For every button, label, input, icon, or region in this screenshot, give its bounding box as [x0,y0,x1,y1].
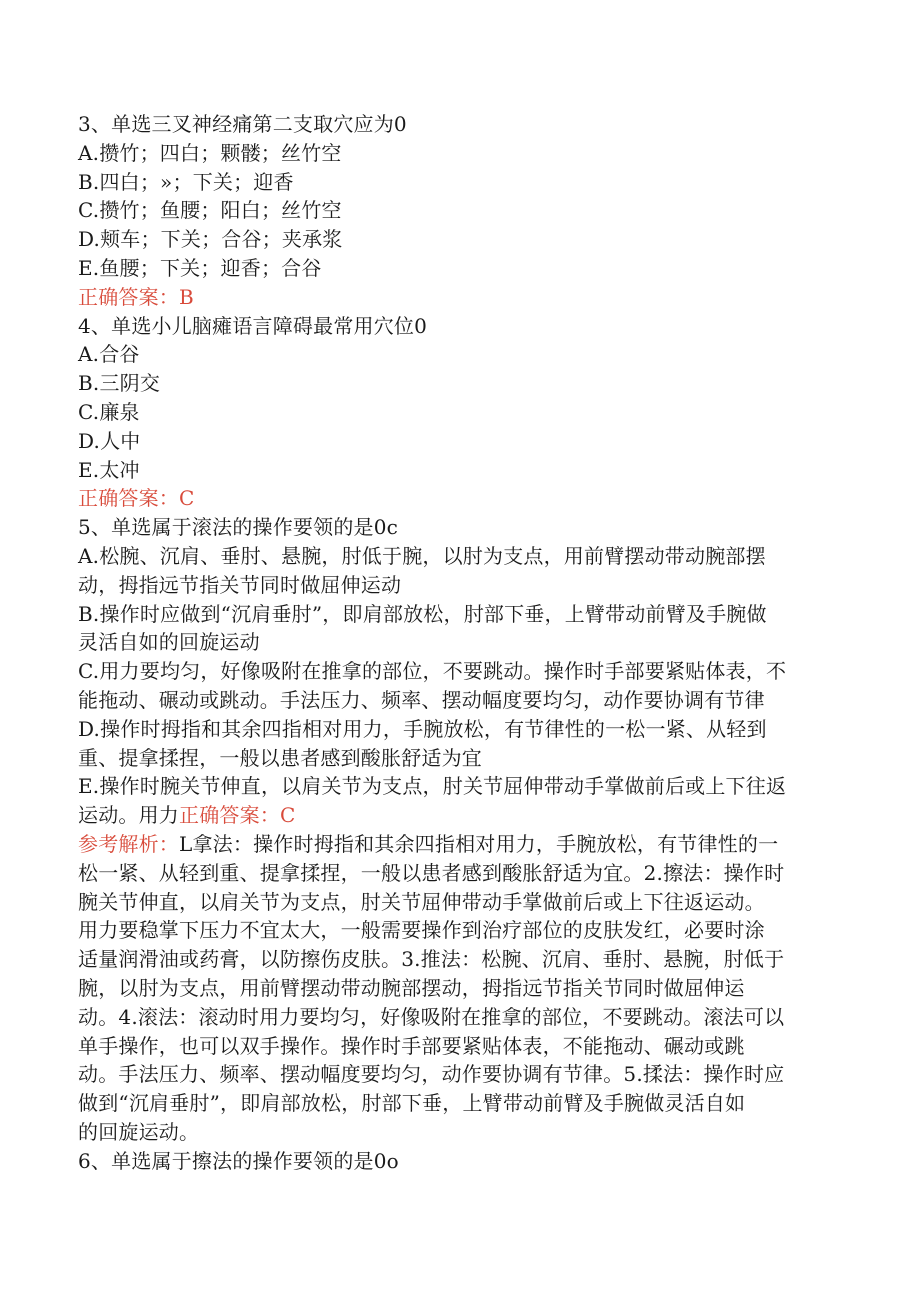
q5-analysis-first: L拿法：操作时拇指和其余四指相对用力，手腕放松，有节律性的一 [179,831,779,856]
q5-last-prefix: 运动。用力 [78,803,179,828]
q5-line-3: B.操作时应做到“沉肩垂肘”，即肩部放松，肘部下垂，上臂带动前臂及手腕做 [78,601,767,626]
q5-analysis-label: 参考解析： [78,831,179,856]
q5-analysis-line: 腕关节伸直，以肩关节为支点，肘关节屈伸带动手掌做前后或上下往返运动。 [78,889,765,914]
q4-option-b: B.三阴交 [78,371,161,396]
q4-option-c: C.廉泉 [78,399,140,424]
q3-option-d: D.颊车；下关；合谷；夹承浆 [78,227,343,252]
question-5-stem: 5、单选属于滚法的操作要领的是0c [78,515,399,540]
q5-analysis-line: 单手操作，也可以双手操作。操作时手部要紧贴体表，不能拖动、碾动或跳 [78,1033,745,1058]
q5-line-8: 重、提拿揉捏，一般以患者感到酸胀舒适为宜 [78,745,482,770]
q5-analysis-first-line [78,830,838,859]
q5-last-line [78,801,838,830]
q4-option-e: E.太冲 [78,457,140,482]
q5-analysis-line: 的回旋运动。 [78,1119,200,1144]
q5-analysis-line: 适量润滑油或药膏，以防擦伤皮肤。3.推法：松腕、沉肩、垂肘、悬腕，肘低于 [78,947,785,972]
q4-option-a: A.合谷 [78,342,140,367]
q3-option-e: E.鱼腰；下关；迎香；合谷 [78,255,322,280]
q5-line-7: D.操作时拇指和其余四指相对用力，手腕放松，有节律性的一松一紧、从轻到 [78,716,767,741]
q5-line-4: 灵活自如的回旋运动 [78,630,260,655]
q5-line-1: A.松腕、沉肩、垂肘、悬腕，肘低于腕，以肘为支点，用前臂摆动带动腕部摆 [78,543,766,568]
q5-line-2: 动，拇指远节指关节同时做屈伸运动 [78,572,402,597]
q5-line-5: C.用力要均匀，好像吸附在推拿的部位，不要跳动。操作时手部要紧贴体表，不 [78,659,787,684]
q5-line-9: E.操作时腕关节伸直，以肩关节为支点，肘关节屈伸带动手掌做前后或上下往返 [78,774,787,799]
q5-analysis-line: 用力要稳掌下压力不宜太大，一般需要操作到治疗部位的皮肤发红，必要时涂 [78,918,765,943]
q5-analysis-line: 动。4.滚法：滚动时用力要均匀，好像吸附在推拿的部位，不要跳动。滚法可以 [78,1004,785,1029]
q3-answer: 正确答案：B [78,284,194,309]
document-page [78,110,838,1175]
q3-option-b: B.四白；»；下关；迎香 [78,169,294,194]
q3-option-c: C.攒竹；鱼腰；阳白；丝竹空 [78,198,342,223]
q5-analysis-line: 松一紧、从轻到重、提拿揉捏，一般以患者感到酸胀舒适为宜。2.擦法：操作时 [78,860,785,885]
q5-analysis-line: 腕，以肘为支点，用前臂摆动带动腕部摆动，拇指远节指关节同时做屈伸运 [78,975,745,1000]
q4-option-d: D.人中 [78,428,141,453]
q5-answer: 正确答案：C [179,803,296,828]
q5-line-6: 能拖动、碾动或跳动。手法压力、频率、摆动幅度要均匀，动作要协调有节律 [78,687,765,712]
q3-option-a: A.攒竹；四白；颗髅；丝竹空 [78,140,342,165]
q5-analysis-line: 动。手法压力、频率、摆动幅度要均匀，动作要协调有节律。5.揉法：操作时应 [78,1062,785,1087]
q5-analysis-line: 做到“沉肩垂肘”，即肩部放松，肘部下垂，上臂带动前臂及手腕做灵活自如 [78,1091,746,1116]
question-3-stem: 3、单选三叉神经痛第二支取穴应为0 [78,112,407,136]
q4-answer: 正确答案：C [78,486,195,511]
question-4-stem: 4、单选小儿脑瘫语言障碍最常用穴位0 [78,313,428,338]
question-6-stem: 6、单选属于擦法的操作要领的是0o [78,1148,399,1173]
